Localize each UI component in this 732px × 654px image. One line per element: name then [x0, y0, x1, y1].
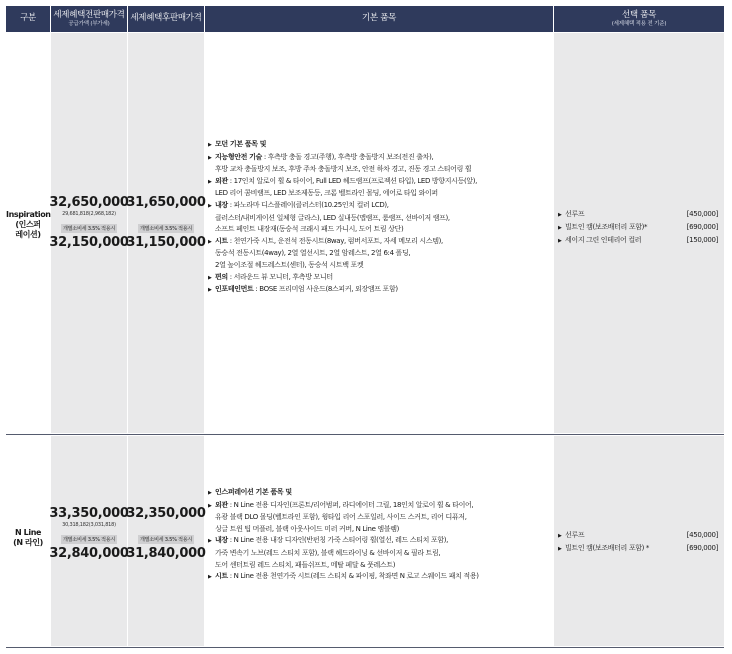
trim-name-inspiration: Inspiration (인스퍼 레이션)	[6, 210, 51, 239]
header-category: 구분	[6, 6, 50, 32]
feature-line: 클러스터/내비게이션 일체형 글라스), LED 실내등(맵램프, 룸램프, 선바이저 램프),	[215, 213, 450, 222]
inspiration-price-after: 31,650,000 개별소비세 3.5% 적용시 31,150,000	[126, 195, 206, 251]
option-item: ▶ 선루프 [450,000]	[558, 210, 718, 218]
row-divider	[6, 434, 724, 435]
inspiration-option-list	[558, 208, 718, 247]
feature-line: LED 리어 콤비램프, LED 보조제동등, 크롬 벨트라인 몰딩, 에어로 타입 와이퍼	[215, 189, 438, 198]
feature-line: ▶ 내장 : N Line 전용 내장 디자인(반펀칭 가죽 스티어링 휠(열선, 레드 스티치 포함),	[208, 536, 449, 545]
nline-feature-list	[208, 487, 479, 584]
feature-line: ▶ 시트 : N Line 전용 천연가죽 시트(레드 스티치 & 파이핑, 착좌면 N 로고 스웨이드 패치 적용)	[208, 572, 479, 581]
header-basic: 기본 품목	[205, 6, 553, 32]
feature-line: 후방 교차 충돌방지 보조, 후방 주차 충돌방지 보조, 안전 하차 경고, 진동 경고 스티어링 휠	[215, 165, 472, 174]
feature-line: 유광 블랙 DLO 몰딩(벨트라인 포함), 윙타입 리어 스포일러, 사이드 스커트, 리어 디퓨저,	[215, 513, 467, 522]
feature-line: 2열 높이조절 헤드레스트(센터), 동승석 시트백 포켓	[215, 260, 364, 269]
option-item: ▶ 빌트인 캠(보조배터리 포함)* [690,000]	[558, 223, 718, 231]
nline-price-before: 33,350,000 30,318,182(3,031,818) 개별소비세 3.5% 적용시 32,840,000	[49, 506, 129, 562]
feature-line: ▶ 인포테인먼트 : BOSE 프리미엄 사운드(8스피커, 외장앰프 포함)	[208, 285, 398, 294]
option-item: ▶ 세이지 그린 인테리어 컬러 [150,000]	[558, 236, 718, 244]
feature-line: ▶ 외관 : N Line 전용 디자인(프론트/리어범퍼, 라디에이터 그릴, 18인치 알로이 휠 & 타이어,	[208, 500, 474, 509]
option-item: ▶ 선루프 [450,000]	[558, 531, 718, 539]
feature-line: ▶ 인스퍼레이션 기본 품목 및	[208, 488, 292, 496]
feature-line: ▶ 편의 : 서라운드 뷰 모니터, 후측방 모니터	[208, 272, 333, 281]
header-price-before: 세제혜택전판매가격 공급가액 (부가세)	[51, 6, 127, 32]
inspiration-feature-list	[208, 139, 477, 297]
feature-line: 동승석 전동시트(4way), 2열 열선시트, 2열 암레스트, 2열 6:4 폴딩,	[215, 249, 411, 258]
feature-line: 가죽 변속기 노브(레드 스티치 포함), 블랙 헤드라이닝 & 선바이저 & 필라 트림,	[215, 548, 441, 557]
nline-price-after: 32,350,000 개별소비세 3.5% 적용시 31,840,000	[126, 506, 206, 562]
table-bottom-line	[6, 647, 724, 648]
feature-line: 소프트 페인트 내장재(동승석 크래시 패드 가니시, 도어 트림 상단)	[215, 225, 404, 234]
feature-line: ▶ 외관 : 17인치 알로이 휠 & 타이어, Full LED 헤드램프(프로젝션 타입), LED 방향지시등(앞),	[208, 176, 477, 185]
feature-line: ▶ 모던 기본 품목 및	[208, 140, 267, 148]
feature-line: ▶ 시트 : 천연가죽 시트, 운전석 전동시트(8way, 럼버서포트, 자세 메모리 시스템),	[208, 236, 443, 245]
header-price-after: 세제혜택후판매가격	[128, 6, 204, 32]
nline-option-list	[558, 529, 718, 555]
feature-line: ▶ 내장 : 파노라마 디스플레이(클러스터(10.25인치 컬러 LCD),	[208, 200, 389, 209]
feature-line: ▶ 지능형안전 기술 : 후측방 충돌 경고(주행), 후측방 충돌방지 보조(전진 출차),	[208, 152, 434, 161]
feature-line: 싱글 트윈 팁 머플러, 블랙 아웃사이드 미러 커버, N Line 엠블렘)	[215, 524, 400, 533]
trim-name-nline: N Line (N 라인)	[13, 528, 43, 547]
inspiration-price-before: 32,650,000 29,681,818(2,968,182) 개별소비세 3.5% 적용시 32,150,000	[49, 195, 129, 251]
option-item: ▶ 빌트인 캠(보조배터리 포함) * [690,000]	[558, 544, 718, 552]
feature-line: 도어 센터트림 레드 스티치, 패들쉬프트, 메탈 페달 & 풋레스트)	[215, 560, 396, 569]
header-options: 선택 품목 (세제혜택 적용 전 기준)	[554, 6, 724, 32]
